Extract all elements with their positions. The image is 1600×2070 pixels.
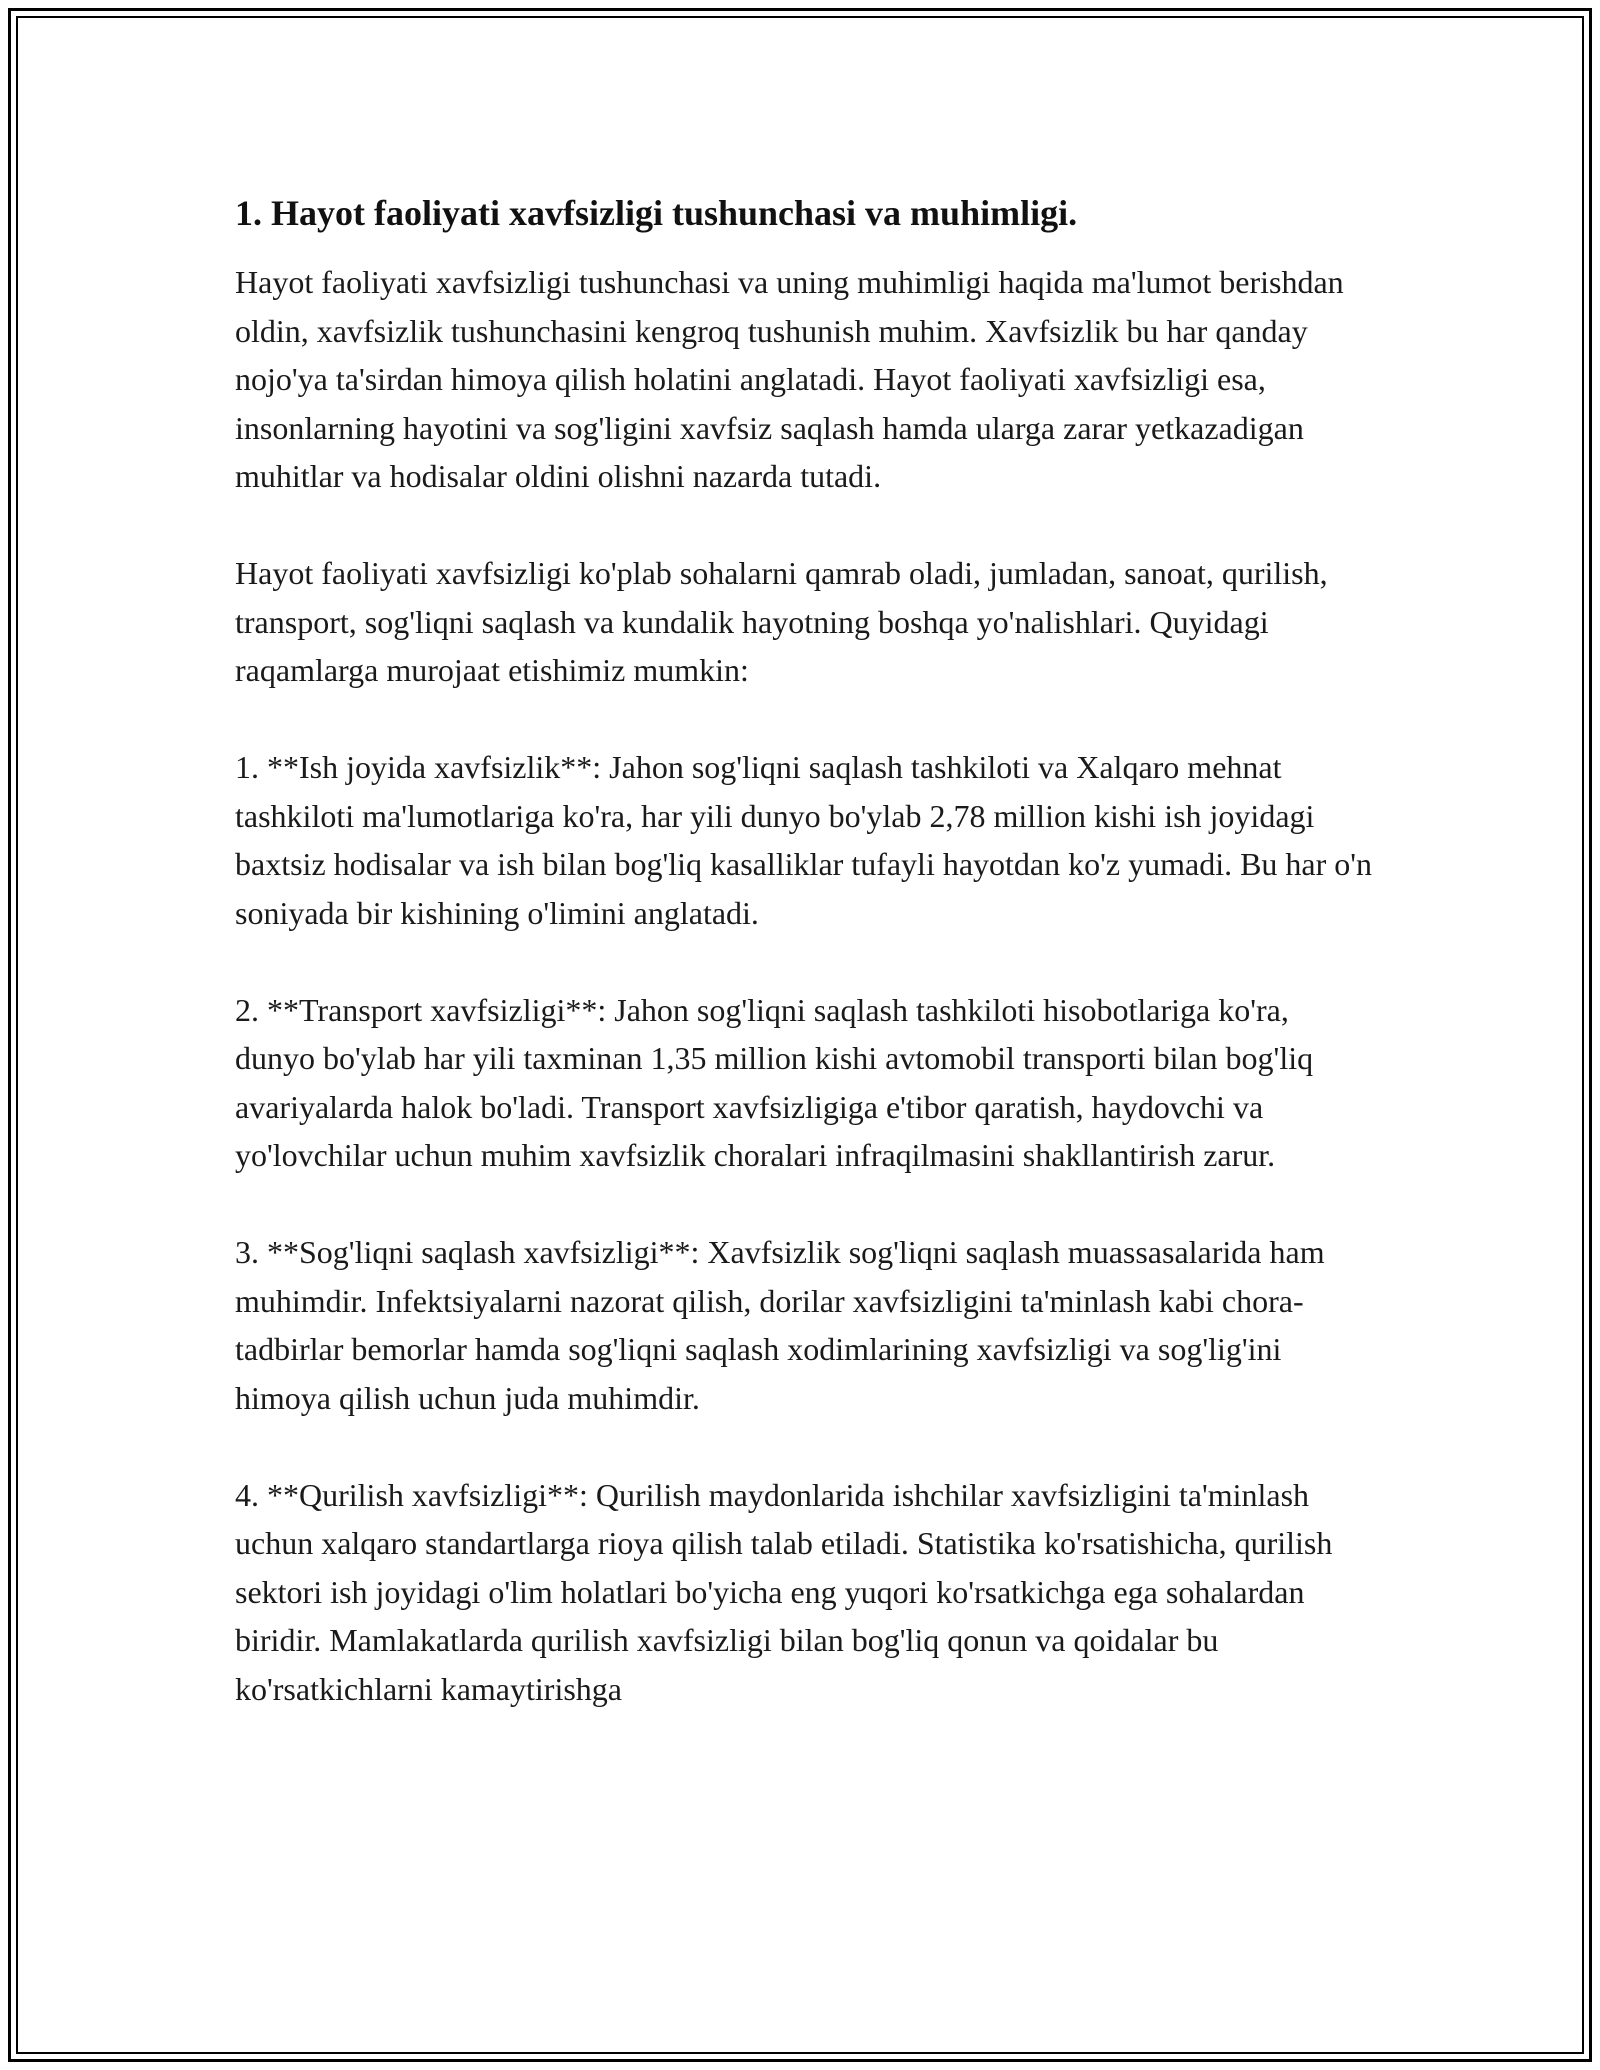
construction-safety-paragraph: 4. **Qurilish xavfsizligi**: Qurilish maydonlarida ishchilar xavfsizligini ta'minlash uchun xalqaro standartlarga rioya qilish talab etiladi. Statistika ko'rsatishicha, qurilish sektori ish joyidagi o'lim holatlari bo'yicha eng yuqori ko'rsatkichga ega sohalardan biridir. Mamlakatlarda qurilish xavfsizligi bilan bog'liq qonun va qoidalar bu ko'rsatkichlarni kamaytirishga (235, 1476, 1333, 1707)
transport-safety-paragraph: 2. **Transport xavfsizligi**: Jahon sog'liqni saqlash tashkiloti hisobotlariga ko'ra, dunyo bo'ylab har yili taxminan 1,35 million kishi avtomobil transporti bilan bog'liq avariyalarda halok bo'ladi. Transport xavfsizligiga e'tibor qaratish, haydovchi va yo'lovchilar uchun muhim xavfsizlik choralari infraqilmasini shakllantirish zarur. (235, 991, 1314, 1173)
healthcare-safety-paragraph: 3. **Sog'liqni saqlash xavfsizligi**: Xavfsizlik sog'liqni saqlash muassasalarida ham muhimdir. Infektsiyalarni nazorat qilish, dorilar xavfsizligini ta'minlash kabi chora-tadbirlar bemorlar hamda sog'liqni saqlash xodimlarining xavfsizligi va sog'lig'ini himoya qilish uchun juda muhimdir. (235, 1234, 1325, 1416)
intro-paragraph: Hayot faoliyati xavfsizligi tushunchasi va uning muhimligi haqida ma'lumot berishdan oldin, xavfsizlik tushunchasini kengroq tushunish muhim. Xavfsizlik bu har qanday nojo'ya ta'sirdan himoya qilish holatini anglatadi. Hayot faoliyati xavfsizligi esa, insonlarning hayotini va sog'ligini xavfsiz saqlash hamda ularga zarar yetkazadigan muhitlar va hodisalar oldini olishni nazarda tutadi. (235, 264, 1344, 494)
document-body (235, 190, 1375, 1762)
workplace-safety-paragraph: 1. **Ish joyida xavfsizlik**: Jahon sog'liqni saqlash tashkiloti va Xalqaro mehnat tashkiloti ma'lumotlariga ko'ra, har yili dunyo bo'ylab 2,78 million kishi ish joyidagi baxtsiz hodisalar va ish bilan bog'liq kasalliklar tufayli hayotdan ko'z yumadi. Bu har o'n soniyada bir kishining o'limini anglatadi. (235, 749, 1373, 931)
scope-paragraph: Hayot faoliyati xavfsizligi ko'plab sohalarni qamrab oladi, jumladan, sanoat, qurilish, transport, sog'liqni saqlash va kundalik hayotning boshqa yo'nalishlari. Quyidagi raqamlarga murojaat etishimiz mumkin: (235, 555, 1328, 688)
section-heading: 1. Hayot faoliyati xavfsizligi tushunchasi va muhimligi. (235, 193, 1078, 233)
